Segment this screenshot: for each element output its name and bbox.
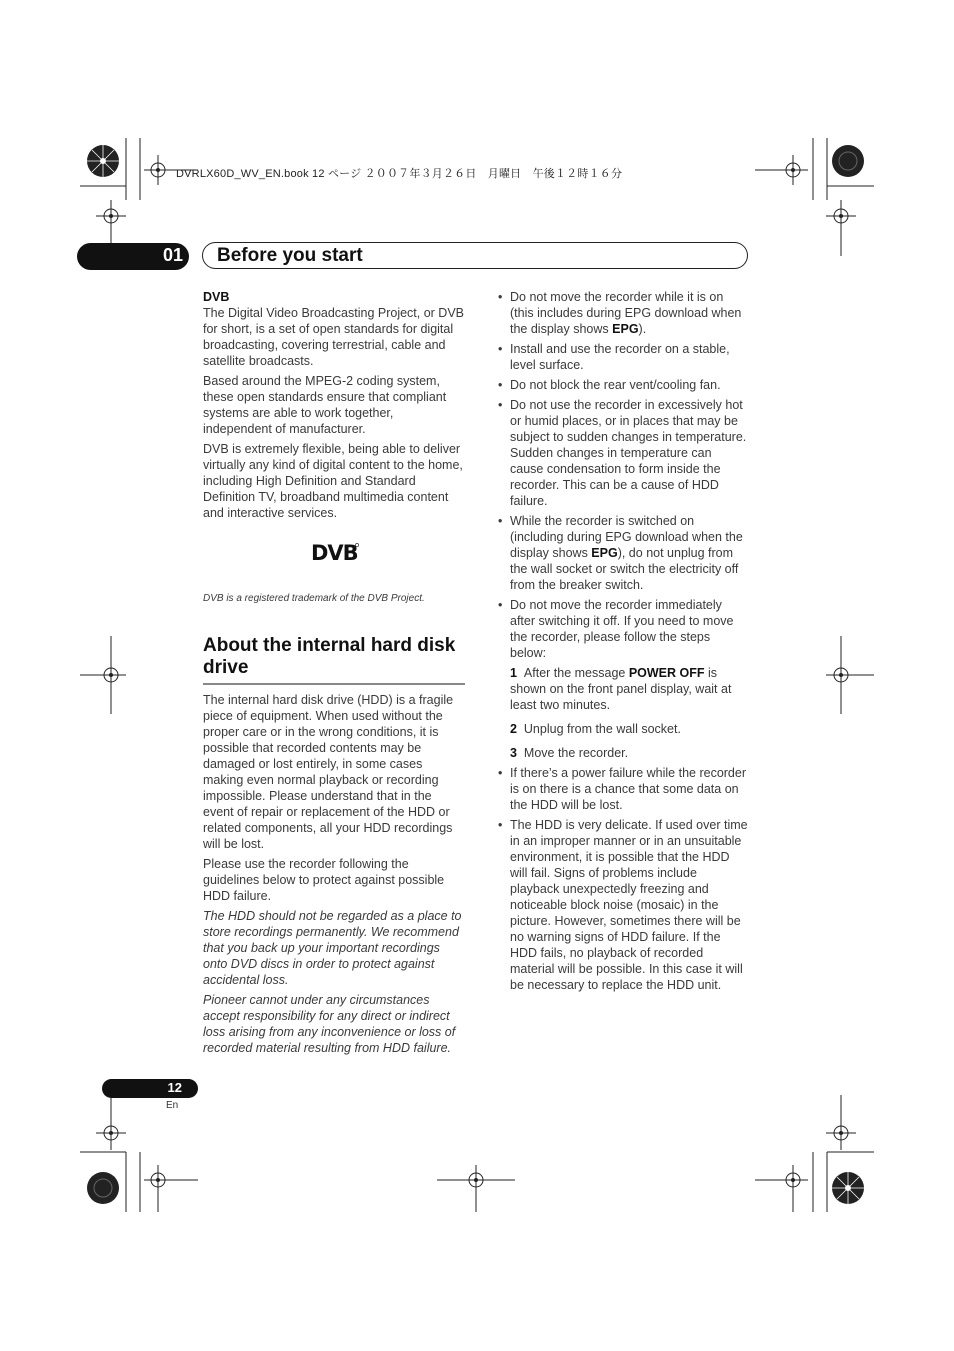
page-number-badge	[102, 1079, 198, 1098]
list-item: • Do not block the rear vent/cooling fan.	[498, 377, 748, 393]
dvb-paragraph-3: DVB is extremely flexible, being able to deliver virtually any kind of digital content to the home, including High Definition and Standard Definition TV, broadband multimedia content and interactive services.	[203, 442, 463, 520]
bullet-1-text: Do not move the recorder while it is on (this includes during EPG download when the display shows	[510, 290, 742, 336]
list-item: • Install and use the recorder on a stable, level surface.	[498, 341, 748, 373]
step-text: After the message	[523, 666, 629, 680]
list-item: • The HDD is very delicate. If used over time in an improper manner or in an unsuitable environment, it is possible that the HDD will fail. Signs of problems include playback unexpectedly freezing and noticeable block noise (mosaic) in the picture. However, sometimes there will be no warning signs of HDD failure. If the HDD fails, no playback of recorded material will be possible. In this case it will be necessary to replace the HDD unit.	[498, 817, 748, 993]
step-text-end: is shown on the front panel display, wait at least two minutes.	[510, 666, 732, 712]
chapter-number-badge	[77, 243, 189, 270]
power-off-label: POWER OFF	[628, 666, 705, 680]
left-column	[203, 289, 465, 1060]
bullet-5-text: While the recorder is switched on (including during EPG download when the display shows	[510, 514, 743, 560]
guideline-list-continued	[498, 765, 748, 993]
list-item	[498, 597, 748, 661]
epg-label: EPG	[591, 546, 618, 560]
epg-label: EPG	[612, 322, 639, 336]
right-column	[498, 289, 748, 997]
list-item	[498, 513, 748, 593]
chapter-title: Before you start	[217, 245, 363, 266]
bullet-1-end: ).	[638, 322, 647, 336]
italic-paragraph-1: The HDD should not be regarded as a place to store recordings permanently. We recommend that you back up your important recordings onto DVD discs in order to protect against accidental loss.	[203, 909, 462, 987]
trademark-note: DVB is a registered trademark of the DVB Project.	[203, 593, 425, 604]
hdd-paragraph-2: Please use the recorder following the guidelines below to protect against possible HDD failure.	[203, 857, 445, 903]
list-item: • Do not use the recorder in excessively hot or humid places, or in places that may be subject to sudden changes in temperature. Sudden changes in temperature can cause condensation to form inside the recorder. This can be a cause of HDD failure.	[498, 397, 748, 509]
hdd-heading: About the internal hard disk drive	[203, 635, 456, 678]
heading-rule	[203, 683, 465, 685]
dvb-paragraph-1: The Digital Video Broadcasting Project, or DVB for short, is a set of open standards for digital broadcasting, covering terrestrial, cable and satellite broadcasts.	[203, 306, 465, 368]
dvb-logo-text: DVB	[311, 541, 358, 563]
step-number: 2	[510, 722, 517, 736]
list-item: • If there’s a power failure while the recorder is on there is a chance that some data on the HDD will be lost.	[498, 765, 748, 813]
step-number: 3	[510, 746, 517, 760]
language-code: En	[166, 1100, 179, 1111]
guideline-list	[498, 289, 748, 661]
step-item	[510, 721, 748, 737]
chapter-number: 01	[162, 245, 183, 265]
print-header: DVRLX60D_WV_EN.book 12 ページ ２００７年３月２６日 月曜日 午後１２時１６分	[176, 168, 623, 180]
dvb-paragraph-2: Based around the MPEG-2 coding system, these open standards ensure that compliant systems are able to work together, independent of manufacturer.	[203, 374, 447, 436]
list-item	[498, 289, 748, 337]
step-text: Move the recorder.	[523, 746, 629, 760]
italic-paragraph-2: Pioneer cannot under any circumstances accept responsibility for any direct or indirect loss arising from any inconvenience or loss of recorded material resulting from HDD failure.	[203, 993, 456, 1055]
chapter-title-box	[202, 242, 748, 269]
dvb-heading: DVB	[203, 290, 230, 304]
step-text: Unplug from the wall socket.	[523, 722, 681, 736]
step-item	[510, 665, 748, 713]
step-item	[510, 745, 748, 761]
bullet-5-end: ), do not unplug from the wall socket or switch the electricity off from the breaker switch.	[510, 546, 739, 592]
page-number: 12	[167, 1080, 182, 1095]
bullet-6-text: • Do not move the recorder immediately after switching it off. If you need to move the recorder, please follow the steps below:	[510, 598, 734, 660]
dvb-logo	[311, 541, 361, 568]
hdd-paragraph-1: The internal hard disk drive (HDD) is a fragile piece of equipment. When used without the proper care or in the wrong conditions, it is possible that recorded contents may be damaged or lost entirely, in some cases making even normal playback or recording impossible. Please understand that in the event of repair or replacement of the HDD or related components, all your HDD recordings will be lost.	[203, 693, 454, 851]
step-number: 1	[510, 666, 517, 680]
